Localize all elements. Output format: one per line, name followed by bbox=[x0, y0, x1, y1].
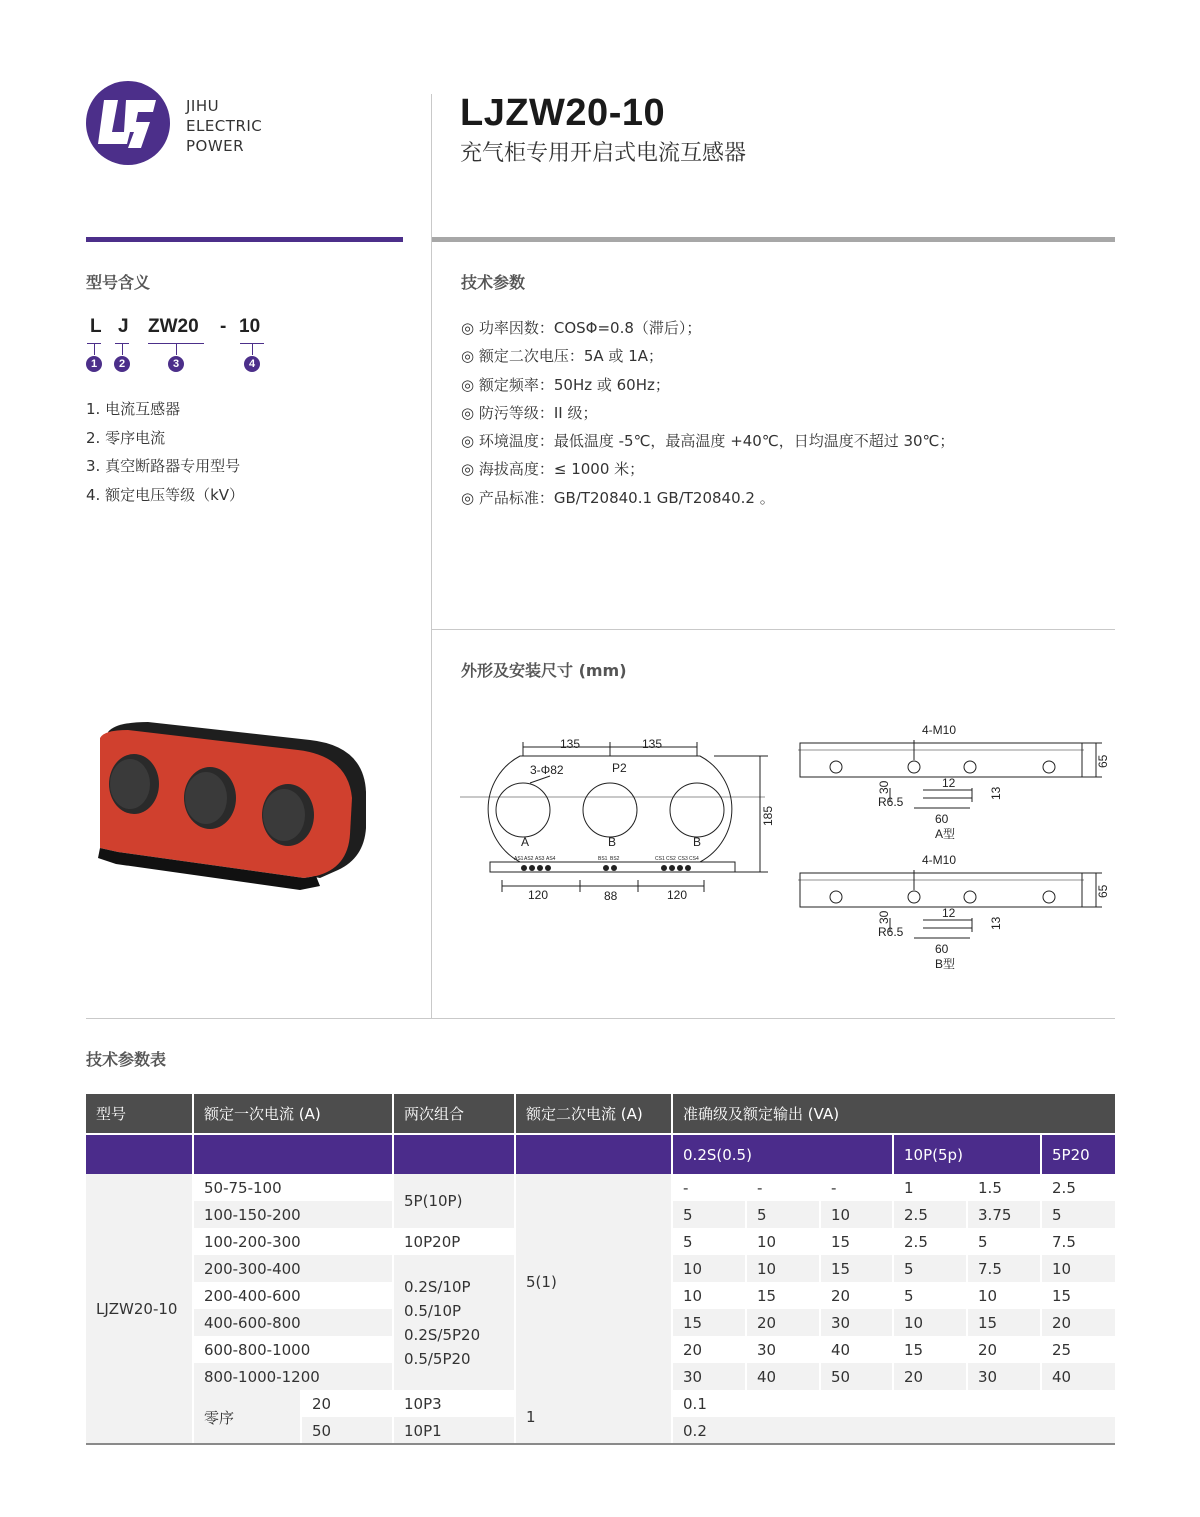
section-divider bbox=[432, 629, 1115, 630]
number-badge-3: 3 bbox=[168, 356, 184, 372]
cell-value: 40 bbox=[820, 1336, 893, 1363]
cell-value: 30 bbox=[967, 1363, 1041, 1390]
table-bottom-rule bbox=[86, 1443, 1115, 1445]
cell-value: 30 bbox=[672, 1363, 746, 1390]
cell-value: 10 bbox=[672, 1282, 746, 1309]
cell-value: 2.5 bbox=[893, 1228, 967, 1255]
cell-value: 10 bbox=[746, 1255, 820, 1282]
header-primary-current: 额定一次电流 (A) bbox=[193, 1094, 393, 1134]
cell-value: 2.5 bbox=[1041, 1174, 1115, 1201]
tech-params-list bbox=[461, 314, 954, 512]
subheader-10p: 10P(5p) bbox=[893, 1134, 1041, 1174]
tech-params-heading: 技术参数 bbox=[461, 273, 526, 292]
cell-value: 10 bbox=[746, 1228, 820, 1255]
brand-name bbox=[186, 96, 262, 156]
cell-value: 5 bbox=[893, 1282, 967, 1309]
terminal-cs1: CS1 bbox=[655, 856, 665, 862]
header-combination: 两次组合 bbox=[393, 1094, 515, 1134]
combo-line: 0.5/5P20 bbox=[404, 1349, 471, 1368]
cell-value: 15 bbox=[746, 1282, 820, 1309]
cell-zero-current: 50 bbox=[301, 1417, 393, 1444]
cell-value: 7.5 bbox=[1041, 1228, 1115, 1255]
cell-current: 50-75-100 bbox=[193, 1174, 393, 1201]
cell-value: 5 bbox=[1041, 1201, 1115, 1228]
type-b-d60: 60 bbox=[935, 942, 949, 956]
cell-zero-current: 20 bbox=[301, 1390, 393, 1417]
cell-zero-combo: 10P3 bbox=[393, 1390, 515, 1417]
terminal-bs2: BS2 bbox=[610, 856, 620, 862]
cell-current: 100-200-300 bbox=[193, 1228, 393, 1255]
type-a-d13: 13 bbox=[989, 786, 1003, 800]
dim-front-height: 185 bbox=[761, 805, 775, 826]
type-b-height: 65 bbox=[1096, 884, 1110, 898]
dim-p2: P2 bbox=[612, 761, 627, 775]
cell-value: - bbox=[746, 1174, 820, 1201]
code-part-dash: - bbox=[220, 316, 227, 337]
meaning-item: 4. 额定电压等级（kV） bbox=[86, 485, 245, 504]
terminal-bs1: BS1 bbox=[598, 856, 608, 862]
cell-zero-combo: 10P1 bbox=[393, 1417, 515, 1444]
product-photo bbox=[88, 718, 370, 890]
parameter-table bbox=[86, 1094, 1115, 1444]
header-accuracy-output: 准确级及额定输出 (VA) bbox=[672, 1094, 1115, 1134]
brand-line-2: ELECTRIC bbox=[186, 117, 263, 135]
spec-item: ◎ 海拔高度：≤ 1000 米； bbox=[461, 460, 645, 479]
cell-model: LJZW20-10 bbox=[86, 1174, 193, 1444]
type-a-height: 65 bbox=[1096, 754, 1110, 768]
spec-item: ◎ 防污等级：II 级； bbox=[461, 403, 598, 422]
spec-item: ◎ 功率因数：COSΦ=0.8（滞后）； bbox=[461, 319, 702, 337]
cell-value: 5 bbox=[672, 1228, 746, 1255]
number-badge-1: 1 bbox=[86, 356, 102, 372]
code-part-zw20: ZW20 bbox=[148, 316, 199, 337]
spec-item: ◎ 额定频率：50Hz 或 60Hz； bbox=[461, 375, 670, 394]
type-b-radius: R6.5 bbox=[878, 925, 904, 939]
cell-value: 10 bbox=[893, 1309, 967, 1336]
dim-front-top-1: 135 bbox=[560, 737, 581, 751]
cell-value: 10 bbox=[820, 1201, 893, 1228]
hole-b1-label: B bbox=[608, 835, 617, 849]
cell-value: 10 bbox=[967, 1282, 1041, 1309]
cell-current: 400-600-800 bbox=[193, 1309, 393, 1336]
cell-current: 200-400-600 bbox=[193, 1282, 393, 1309]
cell-value: 1 bbox=[893, 1174, 967, 1201]
cell-value: - bbox=[672, 1174, 746, 1201]
cell-current: 100-150-200 bbox=[193, 1201, 393, 1228]
cell-value: 7.5 bbox=[967, 1255, 1041, 1282]
cell-value: 20 bbox=[893, 1363, 967, 1390]
header-secondary-current: 额定二次电流 (A) bbox=[515, 1094, 672, 1134]
spec-item: ◎ 额定二次电压：5A 或 1A； bbox=[461, 347, 664, 366]
cell-value: 20 bbox=[967, 1336, 1041, 1363]
cell-zero-output: 0.1 bbox=[672, 1390, 1115, 1417]
dim-hole-label: 3-Φ82 bbox=[530, 763, 564, 777]
cell-current: 800-1000-1200 bbox=[193, 1363, 393, 1390]
subheader-blank bbox=[86, 1134, 193, 1174]
terminal-cs3: CS3 bbox=[678, 856, 688, 862]
cell-value: 10 bbox=[1041, 1255, 1115, 1282]
cell-combo: 10P20P bbox=[393, 1228, 515, 1255]
header-model: 型号 bbox=[86, 1094, 193, 1134]
code-part-l: L bbox=[90, 316, 102, 337]
hole-a-label: A bbox=[521, 835, 530, 849]
cell-zero-sequence: 零序 bbox=[193, 1390, 301, 1444]
type-b-bolt: 4-M10 bbox=[922, 853, 957, 867]
vertical-divider bbox=[431, 94, 432, 1018]
model-meaning-list bbox=[86, 395, 244, 509]
terminal-as4: AS4 bbox=[546, 856, 556, 862]
table-section-divider bbox=[86, 1018, 1115, 1019]
cell-value: 20 bbox=[672, 1336, 746, 1363]
type-a-bolt: 4-M10 bbox=[922, 723, 957, 737]
cell-current: 600-800-1000 bbox=[193, 1336, 393, 1363]
cell-value: 5 bbox=[893, 1255, 967, 1282]
cell-value: 15 bbox=[672, 1309, 746, 1336]
cell-value: 20 bbox=[1041, 1309, 1115, 1336]
cell-value: 15 bbox=[893, 1336, 967, 1363]
subheader-blank bbox=[193, 1134, 393, 1174]
subheader-blank bbox=[515, 1134, 672, 1174]
dim-front-bottom-1: 120 bbox=[528, 888, 549, 902]
cell-value: 15 bbox=[967, 1309, 1041, 1336]
tick-3 bbox=[176, 343, 177, 355]
page-title: LJZW20-10 bbox=[460, 92, 666, 134]
number-badge-4: 4 bbox=[244, 356, 260, 372]
terminal-cs4: CS4 bbox=[689, 856, 699, 862]
dim-front-top-2: 135 bbox=[642, 737, 663, 751]
combo-line: 0.2S/5P20 bbox=[404, 1325, 481, 1344]
cell-value: - bbox=[820, 1174, 893, 1201]
number-badge-2: 2 bbox=[114, 356, 130, 372]
gray-rule bbox=[432, 237, 1115, 242]
cell-value: 10 bbox=[672, 1255, 746, 1282]
combo-line: 0.5/10P bbox=[404, 1301, 462, 1320]
jihu-logo bbox=[86, 80, 170, 166]
cell-value: 5 bbox=[672, 1201, 746, 1228]
spec-item: ◎ 环境温度：最低温度 -5℃，最高温度 +40℃，日均温度不超过 30℃； bbox=[461, 432, 955, 451]
meaning-item: 1. 电流互感器 bbox=[86, 400, 181, 418]
cell-value: 15 bbox=[820, 1228, 893, 1255]
subheader-02s: 0.2S(0.5) bbox=[672, 1134, 893, 1174]
terminal-as3: AS3 bbox=[535, 856, 545, 862]
cell-value: 15 bbox=[820, 1255, 893, 1282]
cell-value: 50 bbox=[820, 1363, 893, 1390]
terminal-as2: AS2 bbox=[524, 856, 534, 862]
cell-current: 200-300-400 bbox=[193, 1255, 393, 1282]
tick-2 bbox=[122, 343, 123, 355]
cell-value: 20 bbox=[820, 1282, 893, 1309]
cell-value: 5 bbox=[746, 1201, 820, 1228]
dimensions-heading: 外形及安装尺寸 (mm) bbox=[461, 661, 627, 680]
meaning-item: 3. 真空断路器专用型号 bbox=[86, 457, 241, 475]
type-a-d12: 12 bbox=[942, 776, 956, 790]
type-b-d13: 13 bbox=[989, 916, 1003, 930]
terminal-cs2: CS2 bbox=[666, 856, 676, 862]
terminal-as1: AS1 bbox=[514, 856, 524, 862]
cell-value: 25 bbox=[1041, 1336, 1115, 1363]
tick-1 bbox=[94, 343, 95, 355]
cell-combo-multi bbox=[393, 1255, 515, 1390]
cell-zero-output: 0.2 bbox=[672, 1417, 1115, 1444]
type-b-label: B型 bbox=[935, 957, 956, 971]
subheader-5p20: 5P20 bbox=[1041, 1134, 1115, 1174]
cell-value: 20 bbox=[746, 1309, 820, 1336]
tick-4 bbox=[252, 343, 253, 355]
cell-combo: 5P(10P) bbox=[393, 1174, 515, 1228]
cell-secondary-main: 5(1) bbox=[515, 1174, 672, 1390]
cell-value: 40 bbox=[746, 1363, 820, 1390]
subheader-blank bbox=[393, 1134, 515, 1174]
spec-item: ◎ 产品标准：GB/T20840.1 GB/T20840.2 。 bbox=[461, 488, 775, 507]
meaning-item: 2. 零序电流 bbox=[86, 428, 166, 447]
code-part-j: J bbox=[118, 316, 129, 337]
cell-value: 30 bbox=[820, 1309, 893, 1336]
dim-front-bottom-2: 88 bbox=[604, 889, 618, 903]
dimension-drawing bbox=[460, 720, 1115, 980]
brand-line-3: POWER bbox=[186, 137, 245, 155]
cell-value: 2.5 bbox=[893, 1201, 967, 1228]
cell-value: 3.75 bbox=[967, 1201, 1041, 1228]
type-a-radius: R6.5 bbox=[878, 795, 904, 809]
cell-value: 1.5 bbox=[967, 1174, 1041, 1201]
type-a-label: A型 bbox=[935, 827, 956, 841]
brand-line-1: JIHU bbox=[186, 97, 220, 115]
cell-secondary-zero: 1 bbox=[515, 1390, 672, 1444]
purple-rule bbox=[86, 237, 403, 242]
type-a-d60: 60 bbox=[935, 812, 949, 826]
table-heading: 技术参数表 bbox=[86, 1050, 167, 1069]
hole-b2-label: B bbox=[693, 835, 702, 849]
type-b-d12: 12 bbox=[942, 906, 956, 920]
cell-value: 5 bbox=[967, 1228, 1041, 1255]
type-a-d30: 30 bbox=[877, 780, 891, 794]
cell-value: 30 bbox=[746, 1336, 820, 1363]
page-subtitle: 充气柜专用开启式电流互感器 bbox=[460, 141, 747, 166]
cell-value: 15 bbox=[1041, 1282, 1115, 1309]
dim-front-bottom-3: 120 bbox=[667, 888, 688, 902]
code-part-10: 10 bbox=[239, 316, 261, 337]
type-b-d30: 30 bbox=[877, 910, 891, 924]
combo-line: 0.2S/10P bbox=[404, 1277, 471, 1296]
cell-value: 40 bbox=[1041, 1363, 1115, 1390]
model-meaning-heading: 型号含义 bbox=[86, 273, 151, 292]
